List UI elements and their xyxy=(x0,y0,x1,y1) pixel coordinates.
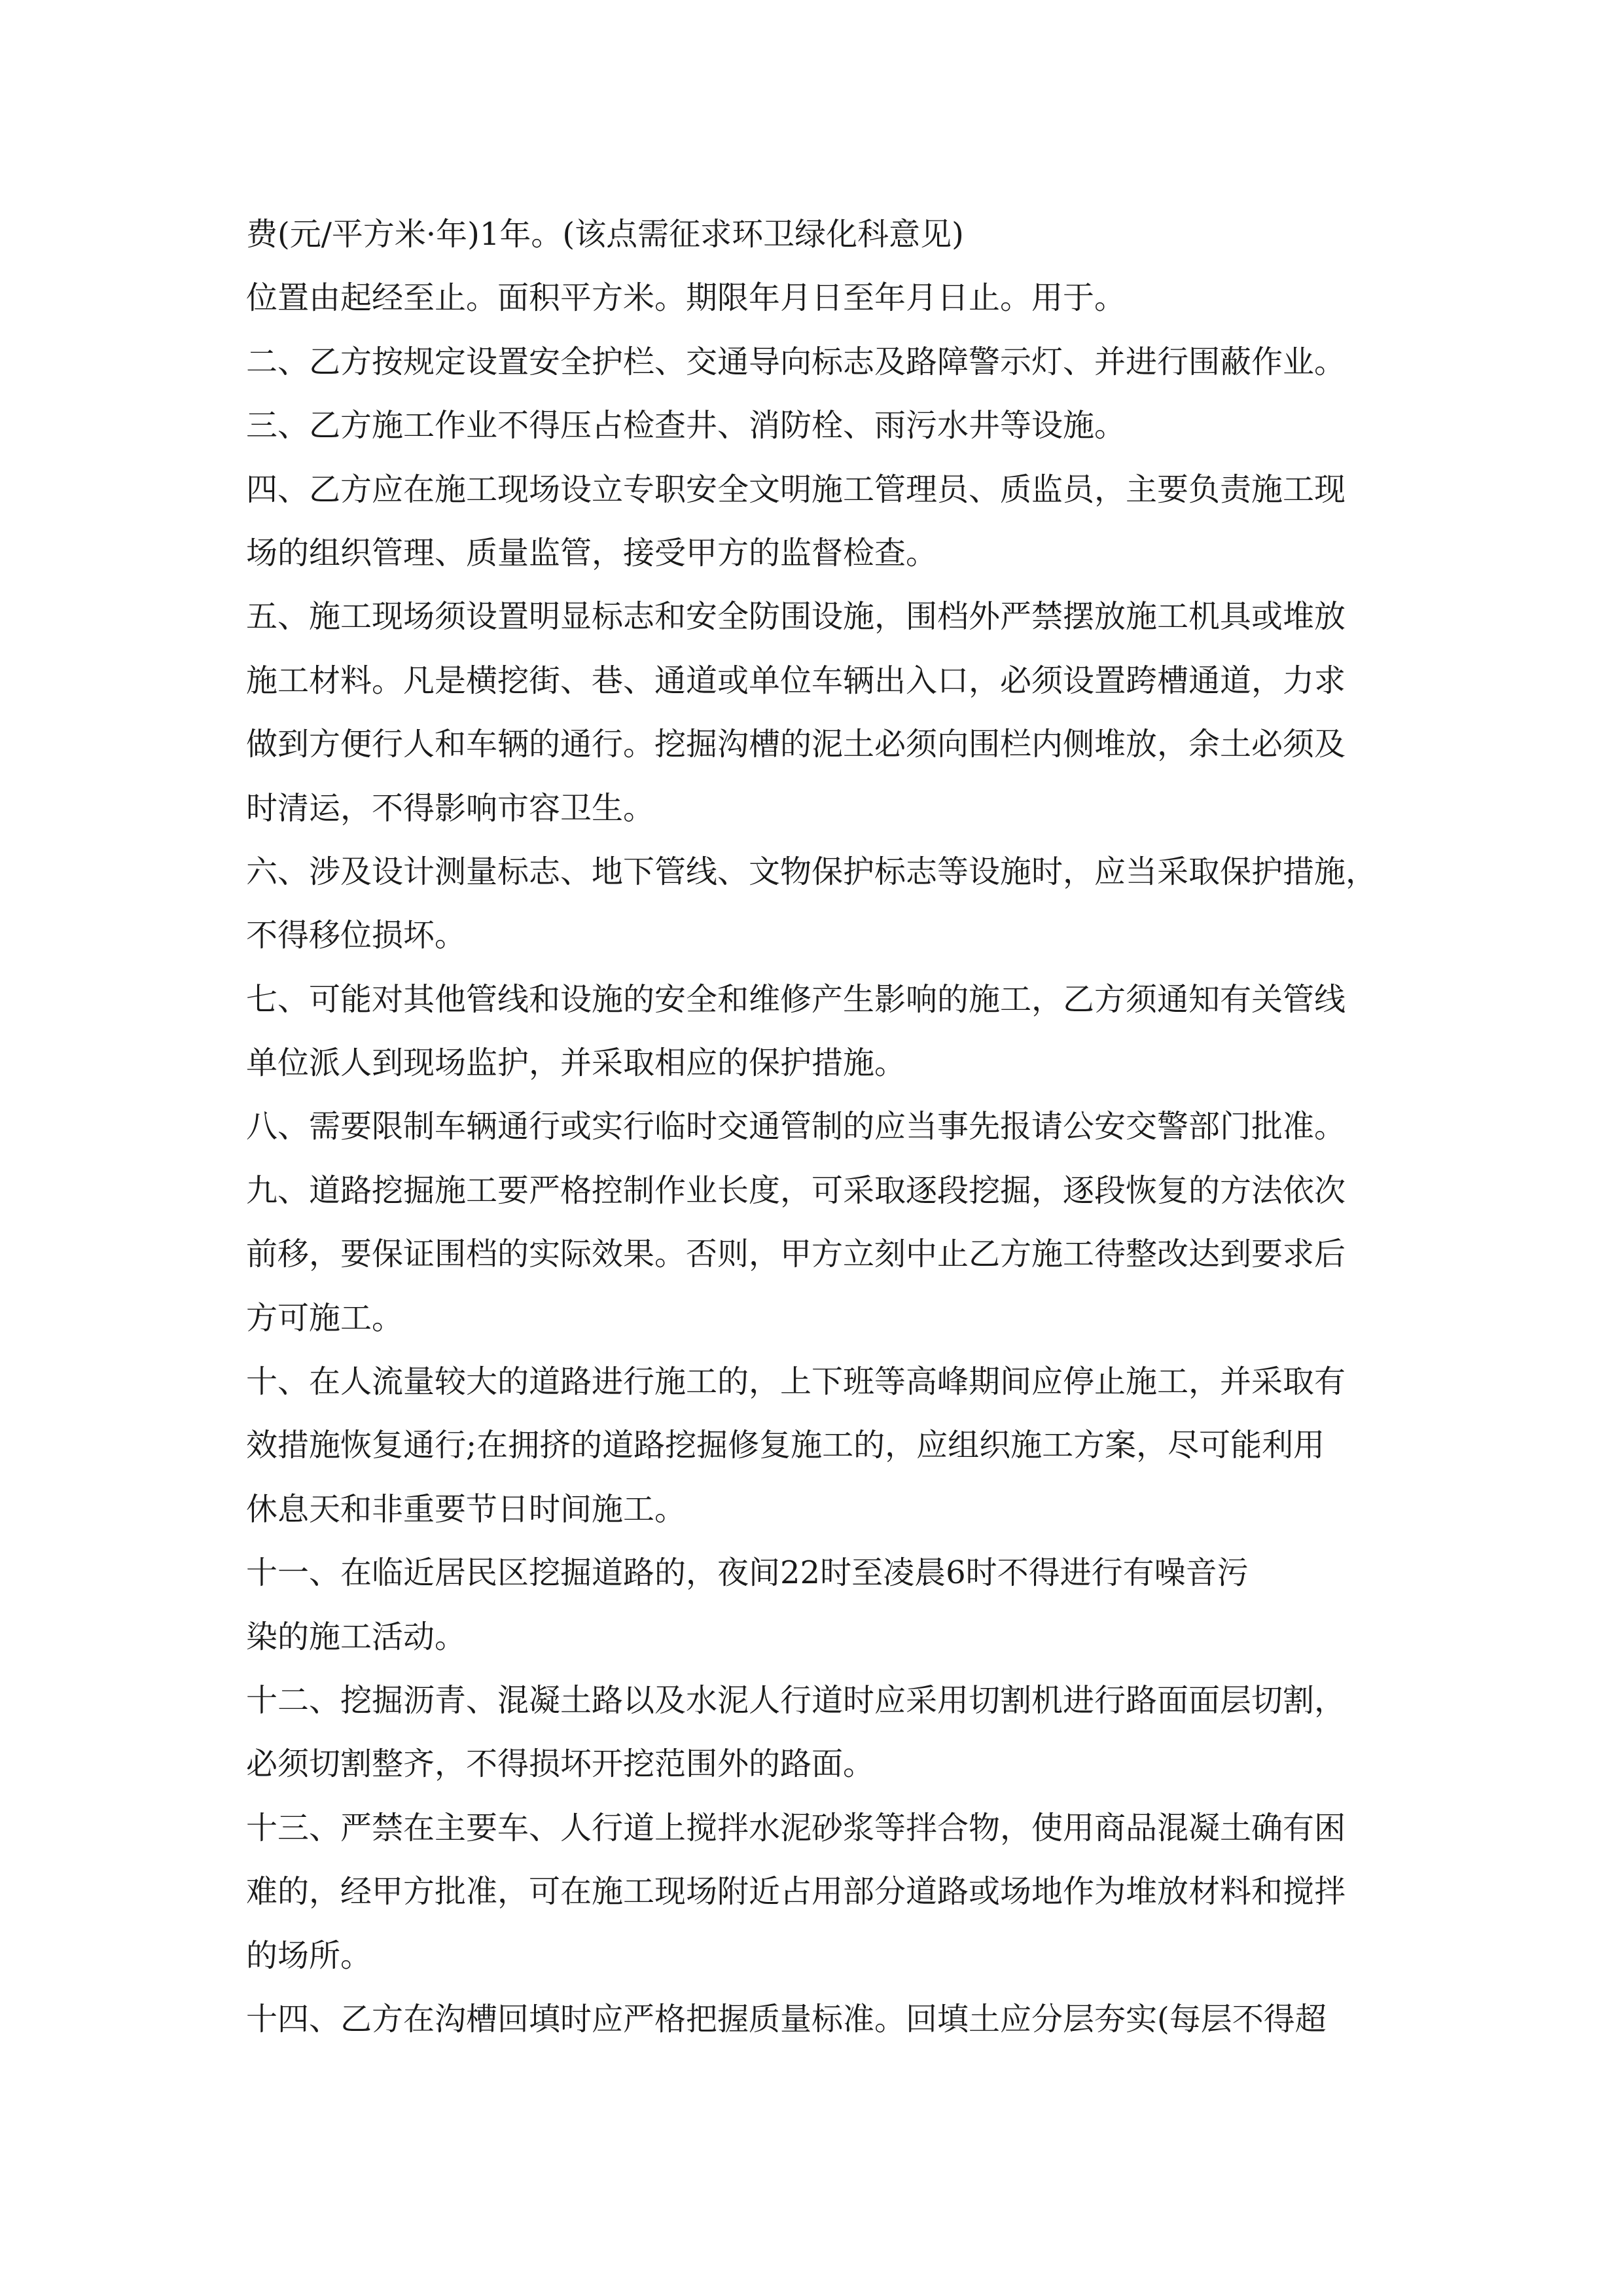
text-line: 十三、严禁在主要车、人行道上搅拌水泥砂浆等拌合物，使用商品混凝土确有困 xyxy=(246,1809,1346,1846)
text-line: 前移，要保证围档的实际效果。否则，甲方立刻中止乙方施工待整改达到要求后 xyxy=(246,1236,1346,1273)
text-line: 单位派人到现场监护，并采取相应的保护措施。 xyxy=(246,1045,906,1082)
text-line: 八、需要限制车辆通行或实行临时交通管制的应当事先报请公安交警部门批准。 xyxy=(246,1108,1346,1145)
text-line: 费(元/平方米·年)1年。(该点需征求环卫绿化科意见) xyxy=(246,216,964,253)
text-line: 十、在人流量较大的道路进行施工的，上下班等高峰期间应停止施工，并采取有 xyxy=(246,1363,1346,1401)
text-line: 位置由起经至止。面积平方米。期限年月日至年月日止。用于。 xyxy=(246,279,1126,317)
text-line: 场的组织管理、质量监管，接受甲方的监督检查。 xyxy=(246,534,938,571)
text-line: 三、乙方施工作业不得压占检查井、消防栓、雨污水井等设施。 xyxy=(246,407,1126,444)
text-line: 的场所。 xyxy=(246,1937,372,1974)
text-line: 必须切割整齐，不得损坏开挖范围外的路面。 xyxy=(246,1746,875,1783)
text-line: 施工材料。凡是横挖街、巷、通道或单位车辆出入口，必须设置跨槽通道，力求 xyxy=(246,662,1346,699)
text-line: 方可施工。 xyxy=(246,1299,404,1336)
text-line: 四、乙方应在施工现场设立专职安全文明施工管理员、质监员，主要负责施工现 xyxy=(246,471,1346,508)
text-line: 九、道路挖掘施工要严格控制作业长度，可采取逐段挖掘，逐段恢复的方法依次 xyxy=(246,1172,1346,1209)
text-line: 十一、在临近居民区挖掘道路的，夜间22时至凌晨6时不得进行有噪音污 xyxy=(246,1554,1249,1592)
text-line: 时清运，不得影响市容卫生。 xyxy=(246,789,655,827)
text-line: 二、乙方按规定设置安全护栏、交通导向标志及路障警示灯、并进行围蔽作业。 xyxy=(246,343,1346,380)
text-line: 休息天和非重要节日时间施工。 xyxy=(246,1490,687,1528)
text-line: 十四、乙方在沟槽回填时应严格把握质量标准。回填土应分层夯实(每层不得超 xyxy=(246,2000,1327,2037)
text-line: 染的施工活动。 xyxy=(246,1618,467,1655)
text-line: 六、涉及设计测量标志、地下管线、文物保护标志等设施时，应当采取保护措施， xyxy=(246,853,1378,890)
text-line: 十二、挖掘沥青、混凝土路以及水泥人行道时应采用切割机进行路面面层切割， xyxy=(246,1681,1346,1719)
text-line: 难的，经甲方批准，可在施工现场附近占用部分道路或场地作为堆放材料和搅拌 xyxy=(246,1873,1346,1910)
document-body xyxy=(246,203,1385,2051)
text-line: 五、施工现场须设置明显标志和安全防围设施，围档外严禁摆放施工机具或堆放 xyxy=(246,598,1346,636)
text-line: 做到方便行人和车辆的通行。挖掘沟槽的泥土必须向围栏内侧堆放，余土必须及 xyxy=(246,726,1346,763)
text-line: 效措施恢复通行;在拥挤的道路挖掘修复施工的，应组织施工方案，尽可能利用 xyxy=(246,1427,1325,1464)
text-line: 不得移位损坏。 xyxy=(246,917,467,954)
text-line: 七、可能对其他管线和设施的安全和维修产生影响的施工，乙方须通知有关管线 xyxy=(246,980,1346,1018)
